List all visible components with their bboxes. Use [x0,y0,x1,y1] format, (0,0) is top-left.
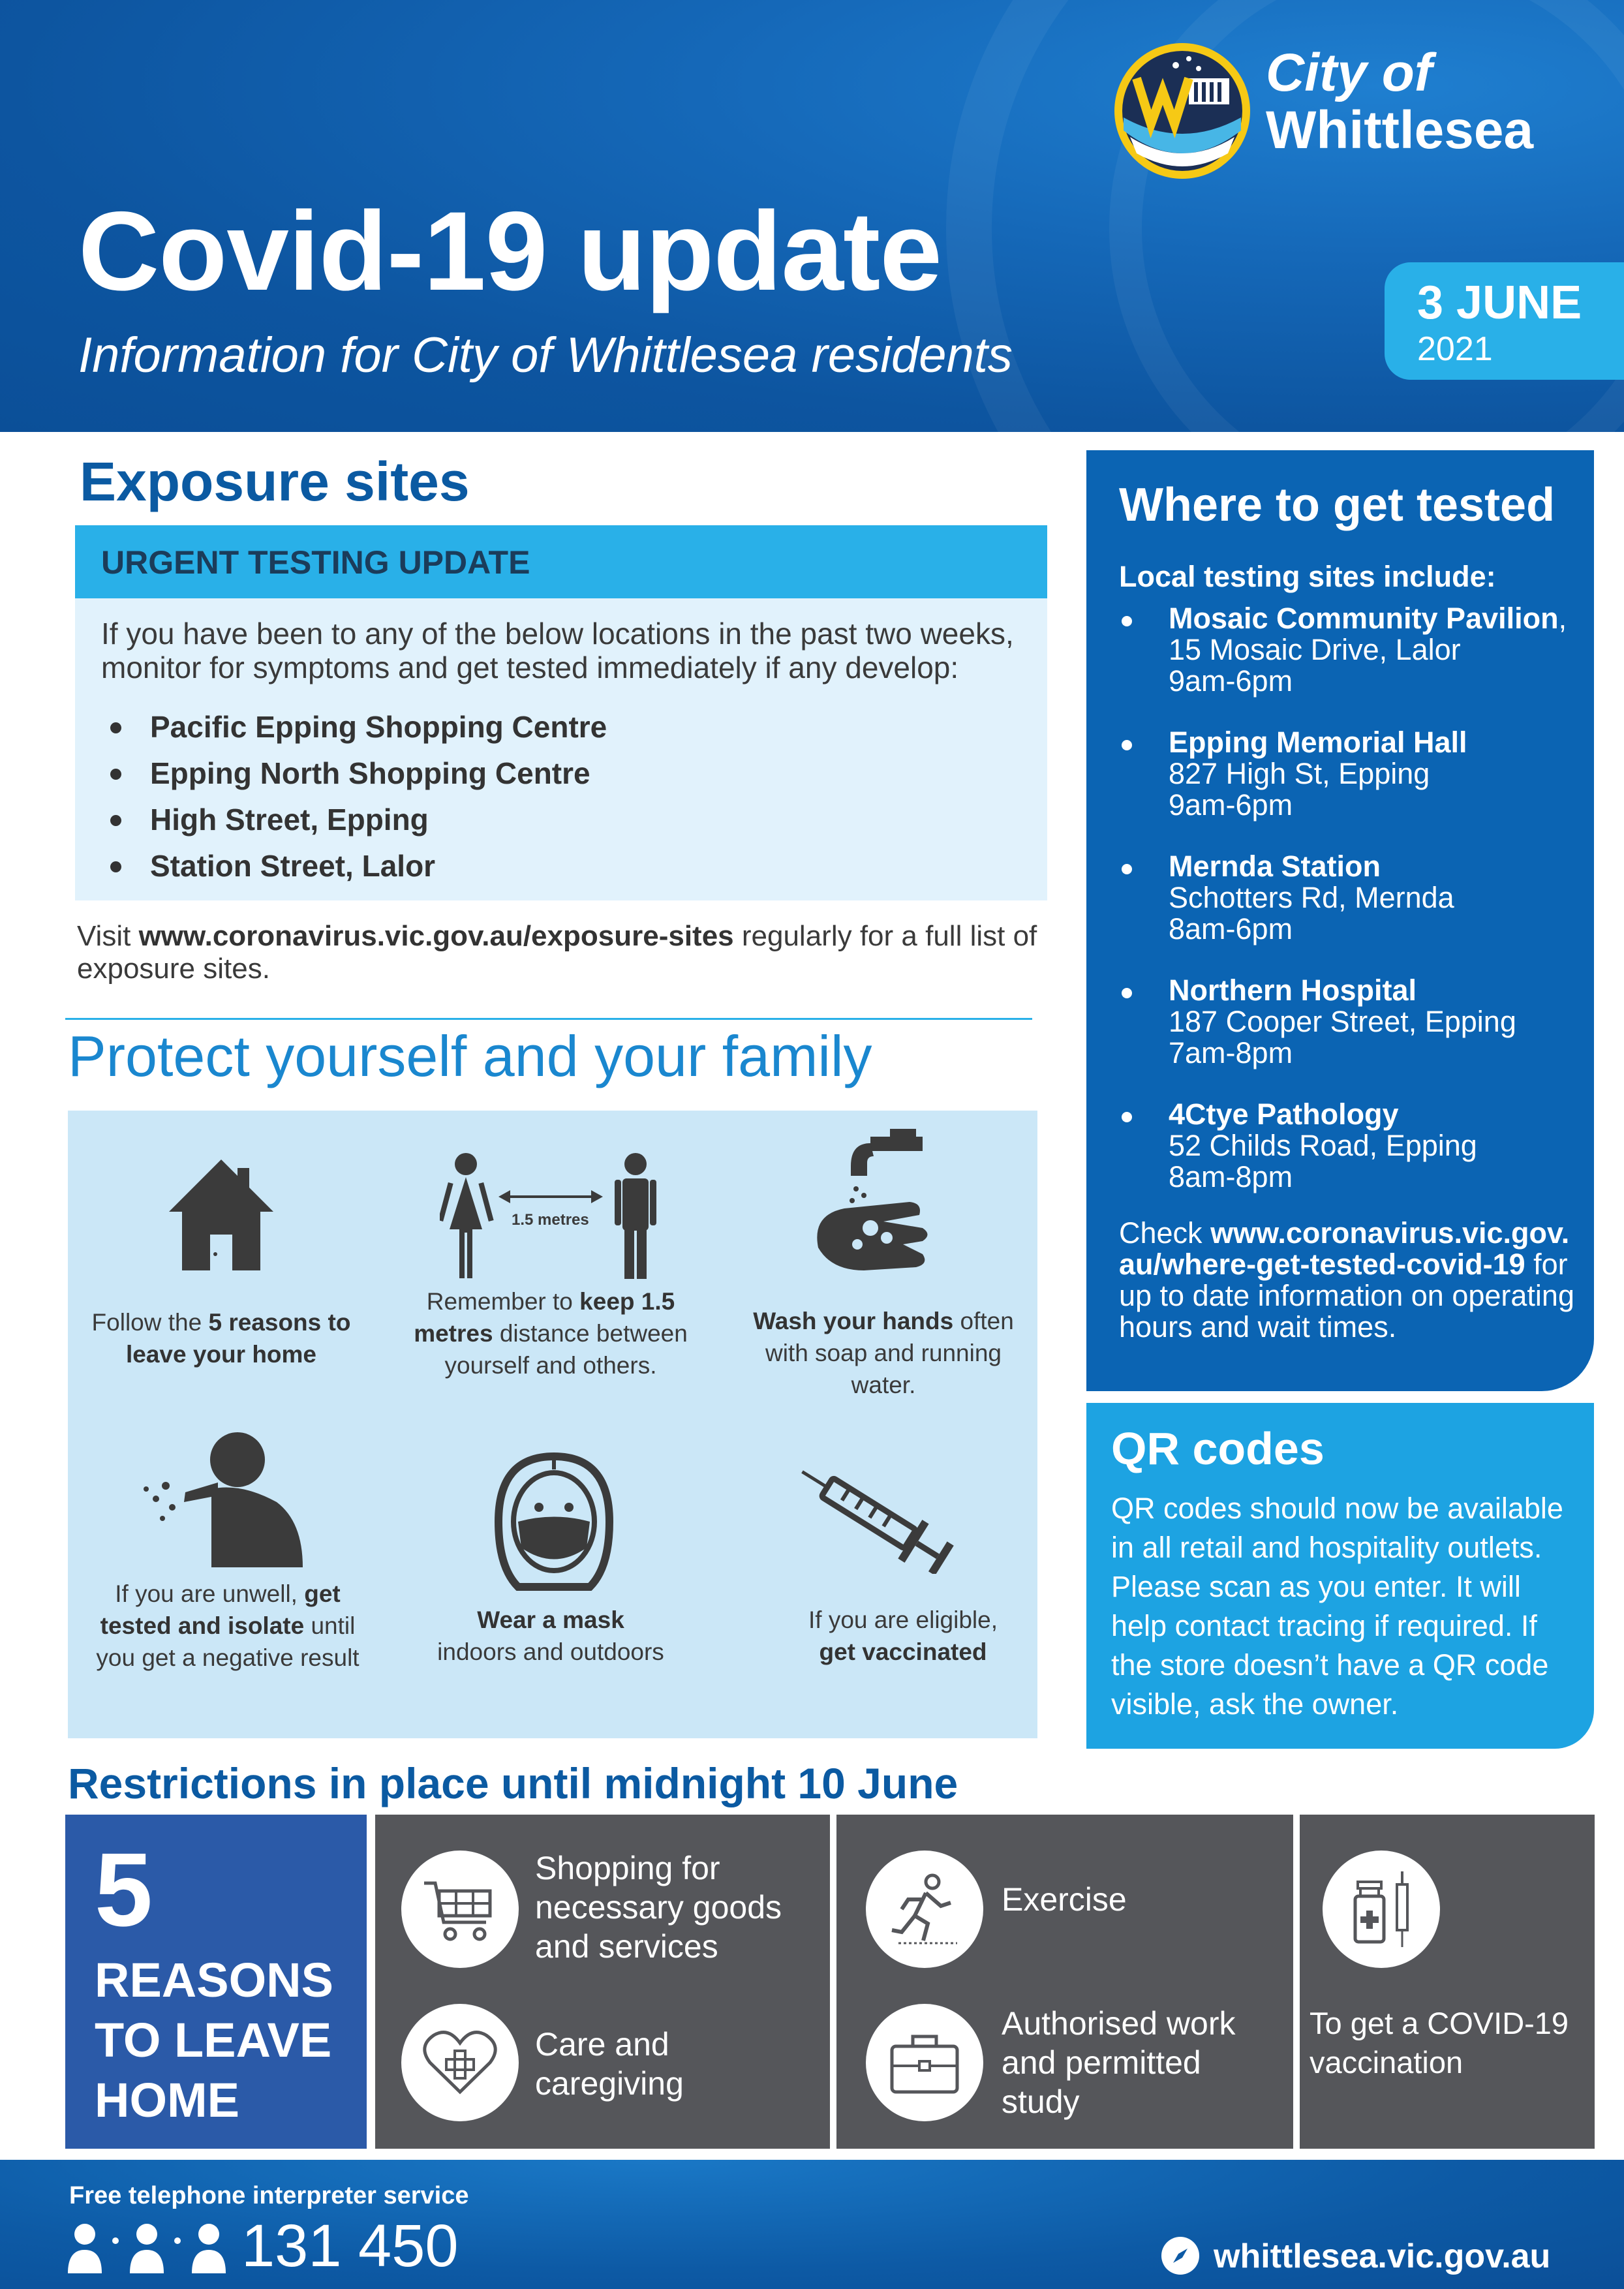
tip-unwell [94,1578,361,1674]
interpreter-phone[interactable]: 131 450 [241,2213,459,2279]
compass-icon [1161,2237,1199,2275]
check-text [1119,1218,1576,1343]
exposure-site-list [75,684,1047,889]
qr-body: QR codes should now be available in all retail and hospitality outlets. Please scan as you enter. It will help contact tracing if required. If the store doesn’t have a QR code visible, ask the owner. [1111,1492,1563,1721]
reasons-line: REASONS [95,1953,333,2007]
exposure-sites-link[interactable]: www.coronavirus.vic.gov.au/exposure-sites [138,920,734,952]
syringe-icon [786,1463,968,1574]
urgent-testing-heading: URGENT TESTING UPDATE [75,525,1047,598]
page-title: Covid-19 update [78,189,942,314]
tip-bold: keep 1.5 metres [414,1288,675,1347]
list-item [1119,851,1594,945]
house-icon [166,1156,277,1274]
interpreter-people-icon [65,2221,228,2277]
date-day: 3 JUNE [1417,277,1582,329]
tip-text: Remember to [426,1288,580,1315]
protect-heading: Protect yourself and your family [68,1024,872,1088]
site-address: 15 Mosaic Drive, Lalor [1169,633,1461,666]
tip-bold: get tested and isolate [100,1580,341,1639]
reason-care [535,2025,684,2103]
site-address: 52 Childs Road, Epping [1169,1129,1477,1162]
reasons-line: TO LEAVE [95,2013,332,2067]
reasons-text [95,1950,367,2130]
check-suffix: for up to date information on operating hours and wait times. [1119,1248,1574,1344]
reasons-panel-exercise-work [836,1815,1293,2149]
list-item: High Street, Epping [101,797,1047,843]
site-name: Mernda Station [1169,850,1381,883]
visit-suffix: regularly for a full list of exposure sites. [77,920,1037,985]
coughing-person-icon [127,1430,316,1567]
reason-line: study [1002,2083,1080,2120]
tip-reasons [81,1306,361,1370]
list-item [1119,603,1594,697]
reason-line: Shopping for [535,1850,720,1886]
site-separator: , [1558,602,1567,635]
footer-banner [0,2160,1624,2289]
site-hours: 8am-6pm [1169,912,1293,945]
list-item [1119,727,1594,821]
site-hours: 7am-8pm [1169,1036,1293,1069]
reason-vaccination [1310,2004,1569,2082]
reason-line: Care and [535,2026,669,2063]
tip-bold: Wash your hands [753,1308,954,1334]
urgent-intro: If you have been to any of the below locations in the past two weeks, monitor for symptoms and get tested immediately if any develop: [101,617,1014,684]
distance-label: 1.5 metres [512,1211,589,1229]
urgent-testing-box [75,525,1047,900]
where-get-tested-link[interactable]: www.coronavirus.vic.gov.au/where-get-tested-covid-19 [1119,1216,1570,1281]
list-item [1119,1099,1594,1193]
site-hours: 8am-8pm [1169,1160,1293,1193]
tip-text: until you get a negative result [96,1612,360,1671]
testing-heading: Where to get tested [1119,479,1555,531]
date-year: 2021 [1417,330,1493,368]
site-name: 4Ctye Pathology [1169,1098,1399,1131]
tip-text: distance between yourself and others. [444,1320,688,1379]
tip-bold: get vaccinated [819,1638,987,1665]
whittlesea-logo-icon [1111,39,1254,183]
reasons-number: 5 [95,1831,153,1948]
tip-mask [407,1604,694,1668]
exposure-heading: Exposure sites [80,451,470,512]
running-person-icon [866,1851,983,1968]
list-item: Pacific Epping Shopping Centre [101,704,1047,750]
logo-wordmark [1266,44,1533,159]
shopping-cart-icon [401,1851,519,1968]
list-item [1119,975,1594,1069]
reason-line: and permitted [1002,2044,1201,2081]
reason-line: Authorised work [1002,2005,1236,2042]
reasons-line: HOME [95,2073,239,2127]
list-item: Epping North Shopping Centre [101,750,1047,797]
site-name: Mosaic Community Pavilion [1169,602,1559,635]
visit-text [77,920,1056,985]
protect-panel [68,1111,1037,1738]
reason-line: and services [535,1928,718,1965]
tip-text: indoors and outdoors [437,1638,664,1665]
page-subtitle: Information for City of Whittlesea residents [78,328,1013,383]
header-banner [0,0,1624,432]
logo-line-1: City of [1266,43,1433,102]
reason-work [1002,2004,1236,2121]
reason-line: vaccination [1310,2045,1463,2080]
reasons-panel-shopping-care [375,1815,830,2149]
qr-codes-panel [1086,1403,1594,1749]
website-link[interactable]: whittlesea.vic.gov.au [1214,2237,1551,2275]
date-badge [1385,262,1624,380]
handwashing-icon [805,1124,955,1293]
reason-line: caregiving [535,2065,684,2102]
testing-site-list [1119,603,1594,1193]
tip-text: Follow the [91,1309,209,1336]
reason-exercise: Exercise [1002,1881,1127,1918]
tip-text: If you are unwell, [115,1580,305,1607]
reason-line: necessary goods [535,1889,782,1926]
visit-prefix: Visit [77,920,139,952]
site-name: Epping Memorial Hall [1169,726,1467,759]
qr-heading: QR codes [1111,1423,1325,1474]
face-mask-icon [485,1450,622,1593]
testing-sites-panel [1086,450,1594,1391]
heart-care-icon [401,2004,519,2121]
vaccine-vial-icon [1323,1851,1440,1968]
site-address: 187 Cooper Street, Epping [1169,1005,1516,1038]
reason-line: To get a COVID-19 [1310,2006,1569,2040]
tip-washing [753,1305,1014,1401]
restrictions-heading: Restrictions in place until midnight 10 June [68,1759,958,1807]
briefcase-icon [866,2004,983,2121]
list-item: Station Street, Lalor [101,843,1047,889]
tip-text: If you are eligible, [808,1606,998,1633]
tip-distance [407,1285,694,1381]
interpreter-label: Free telephone interpreter service [69,2182,469,2209]
site-hours: 9am-6pm [1169,664,1293,698]
logo-line-2: Whittlesea [1266,100,1534,160]
testing-subheading: Local testing sites include: [1119,560,1496,593]
site-hours: 9am-6pm [1169,788,1293,822]
site-address: Schotters Rd, Mernda [1169,881,1454,914]
tip-bold: Wear a mask [477,1606,624,1633]
reasons-panel-vaccination [1300,1815,1595,2149]
tip-bold: 5 reasons to leave your home [125,1309,351,1368]
check-prefix: Check [1119,1216,1211,1250]
five-reasons-box [65,1815,367,2149]
site-name: Northern Hospital [1169,974,1417,1007]
section-divider [65,1018,1032,1020]
site-address: 827 High St, Epping [1169,757,1430,790]
tip-vaccinate [773,1604,1034,1668]
tip-text: often with soap and running water. [765,1308,1014,1398]
reason-shopping [535,1849,782,1966]
